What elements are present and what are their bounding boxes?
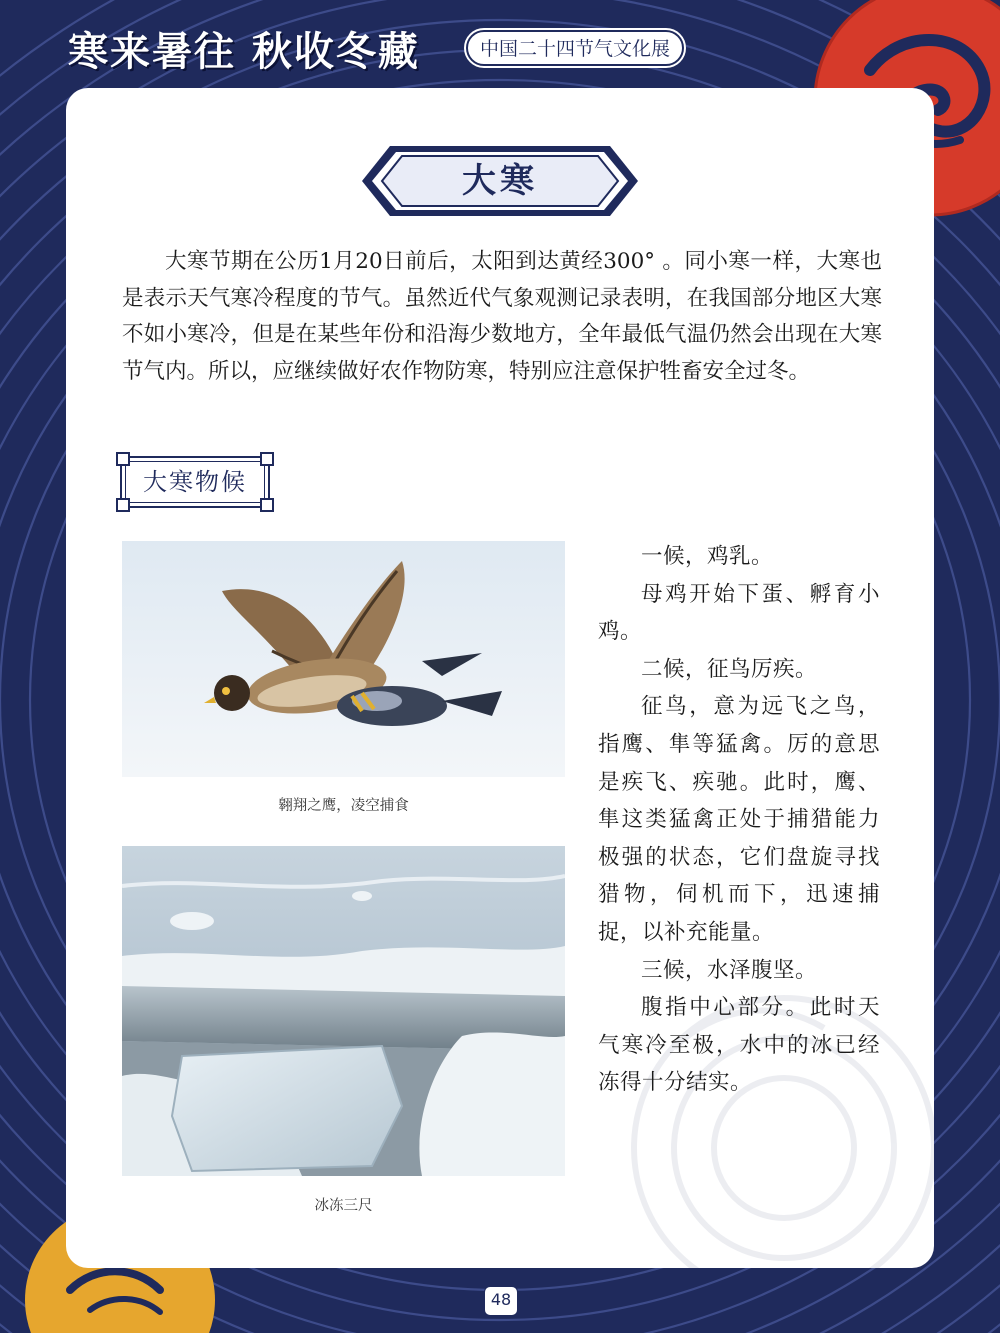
subheading: 大寒物候 <box>143 468 247 496</box>
frame-corner <box>116 498 130 512</box>
frame-corner <box>260 498 274 512</box>
intro-paragraph: 大寒节期在公历1月20日前后，太阳到达黄经300° 。同小寒一样，大寒也是表示天气寒冷程度的节气。虽然近代气象观测记录表明，在我国部分地区大寒不如小寒冷，但是在某些年份和沿海少数地方，全年最低气温仍然会出现在大寒节气内。所以，应继续做好农作物防寒，特别应注意保护牲畜安全过冬。 <box>122 249 882 384</box>
phenology-line: 征鸟，意为远飞之鸟，指鹰、隼等猛禽。厉的意思是疾飞、疾驰。此时，鹰、隼这类猛禽正处于捕猎能力极强的状态，它们盘旋寻找猎物，伺机而下，迅速捕捉，以补充能量。 <box>598 694 880 945</box>
phenology-text <box>598 538 880 1102</box>
frame-corner <box>116 452 130 466</box>
exhibition-badge: 中国二十四节气文化展 <box>466 30 684 66</box>
phenology-line: 腹指中心部分。此时天气寒冷至极，水中的冰已经冻得十分结实。 <box>598 995 880 1096</box>
subheading-frame <box>120 456 270 508</box>
content-card <box>66 88 934 1268</box>
page-number: 48 <box>484 1286 518 1316</box>
phenology-line: 三候，水泽腹坚。 <box>641 957 818 983</box>
photo-caption: 翱翔之鹰，凌空捕食 <box>278 798 409 814</box>
ice-photo <box>122 846 565 1176</box>
frame-corner <box>260 452 274 466</box>
header-title: 寒来暑往 秋收冬藏 <box>68 28 420 75</box>
photo-caption: 冰冻三尺 <box>314 1198 373 1214</box>
phenology-line: 母鸡开始下蛋、孵育小鸡。 <box>598 581 880 645</box>
falcon-photo <box>122 541 565 777</box>
page-title: 大寒 <box>462 161 538 201</box>
phenology-line: 二候，征鸟厉疾。 <box>641 656 818 682</box>
phenology-line: 一候，鸡乳。 <box>641 544 774 569</box>
